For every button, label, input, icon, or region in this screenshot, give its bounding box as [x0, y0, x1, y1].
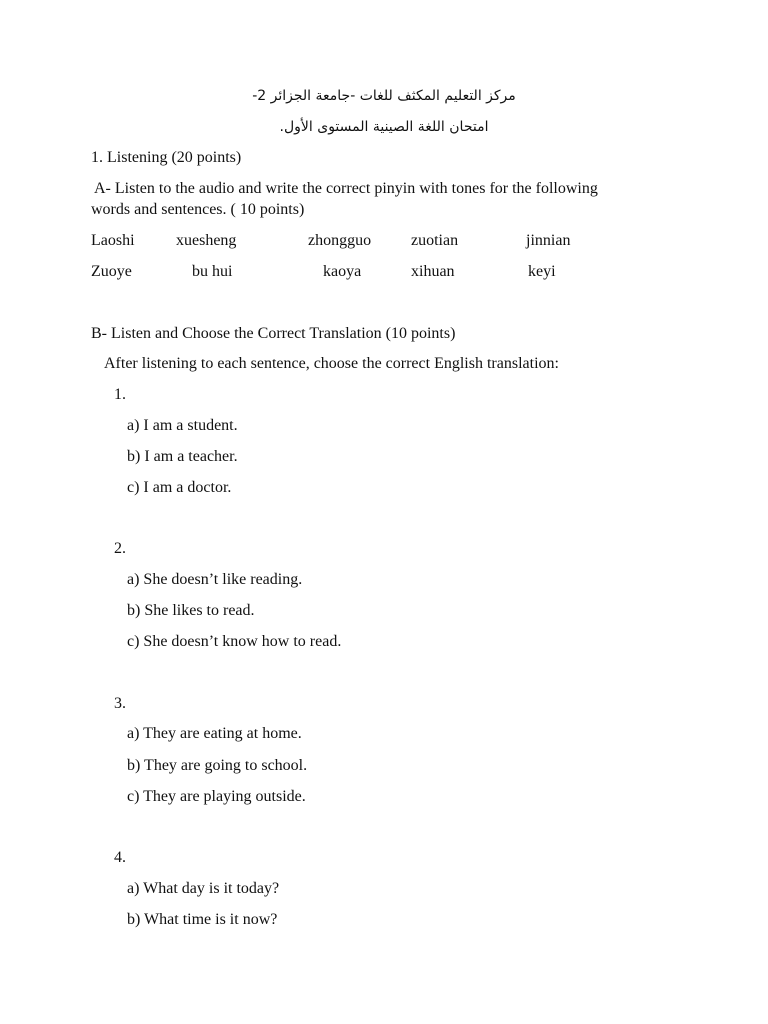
answer-option: b) She likes to read. [127, 602, 255, 619]
answer-option: b) They are going to school. [127, 757, 308, 774]
pinyin-word: zhongguo [308, 232, 372, 249]
answer-option: a) What day is it today? [127, 880, 280, 897]
answer-option: a) They are eating at home. [127, 725, 302, 742]
part-a-instruction-line1: A- Listen to the audio and write the correct pinyin with tones for the following [94, 180, 598, 197]
pinyin-word: kaoya [323, 263, 362, 280]
exam-title: امتحان اللغة الصينية المستوى الأول. [279, 119, 489, 135]
answer-option: c) I am a doctor. [127, 479, 232, 496]
answer-option: c) They are playing outside. [127, 788, 306, 805]
pinyin-word: bu hui [192, 263, 233, 280]
answer-option: a) I am a student. [127, 417, 238, 434]
part-a-instruction-line2: words and sentences. ( 10 points) [91, 201, 305, 218]
answer-option: b) I am a teacher. [127, 448, 238, 465]
question-number: 3. [114, 695, 126, 712]
pinyin-word: Laoshi [91, 232, 135, 249]
question-number: 4. [114, 849, 126, 866]
pinyin-word: xuesheng [176, 232, 237, 249]
question-number: 1. [114, 386, 126, 403]
pinyin-word: jinnian [526, 232, 571, 249]
part-b-title: B- Listen and Choose the Correct Translation (10 points) [91, 325, 456, 342]
pinyin-word: zuotian [411, 232, 459, 249]
answer-option: a) She doesn’t like reading. [127, 571, 303, 588]
pinyin-word: keyi [528, 263, 556, 280]
part-b-instruction: After listening to each sentence, choose the correct English translation: [104, 355, 559, 372]
answer-option: b) What time is it now? [127, 911, 278, 928]
pinyin-word: Zuoye [91, 263, 132, 280]
answer-option: c) She doesn’t know how to read. [127, 633, 342, 650]
institution-heading: مركز التعليم المكثف للغات -جامعة الجزائر 2- [252, 88, 516, 104]
section-listening-title: 1. Listening (20 points) [91, 149, 242, 166]
pinyin-word: xihuan [411, 263, 455, 280]
question-number: 2. [114, 540, 126, 557]
